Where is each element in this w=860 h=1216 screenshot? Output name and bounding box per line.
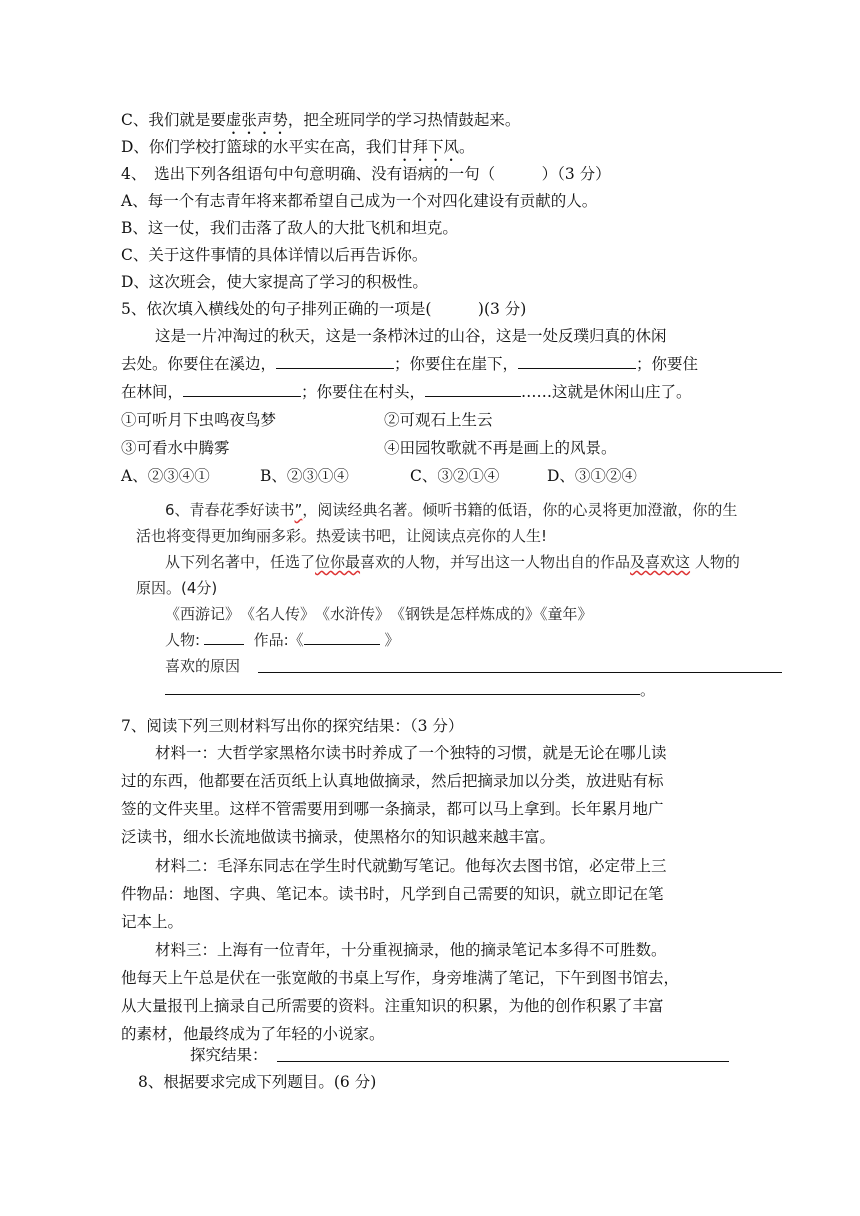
q5-choice-a: A、②③④① <box>121 467 210 485</box>
material-line: 材料二：毛泽东同志在学生时代就勤写笔记。他每次去图书馆，必定带上三 <box>155 857 667 875</box>
fill-blank[interactable] <box>183 382 301 397</box>
q5-choice-b: B、②③①④ <box>260 467 349 485</box>
material-line: 的素材，他最终成为了年轻的小说家。 <box>121 1025 385 1043</box>
q5-choice-c: C、③②①④ <box>410 467 500 485</box>
q5-item: ③可看水中腾雾 <box>121 439 230 457</box>
fill-blank[interactable] <box>276 354 394 369</box>
material-line: 签的文件夹里。这样不管需要用到哪一条摘录，都可以马上拿到。长年累月地广 <box>121 800 664 818</box>
fill-blank[interactable] <box>425 382 521 397</box>
q7-result-label: 探究结果： <box>190 1046 268 1064</box>
work-blank[interactable] <box>304 630 380 645</box>
q5-choice-d: D、③①②④ <box>547 467 637 485</box>
q5-item: ④田园牧歌就不再是画上的风景。 <box>384 439 617 457</box>
material-line: 他每天上午总是伏在一张宽敞的书桌上写作，身旁堆满了笔记，下午到图书馆去， <box>121 969 680 987</box>
q7-stem: 7、阅读下列三则材料写出你的探究结果：（3 分） <box>121 717 464 735</box>
q6-book-list: 《西游记》 《名人传》 《水浒传》 《钢铁是怎样炼成的》《童年》 <box>165 605 593 623</box>
q4-option-a: A、每一个有志青年将来都希望自己成为一个对四化建设有贡献的人。 <box>121 192 598 210</box>
q5-stem: 5、依次填入横线处的句子排列正确的一项是( )(3 分) <box>121 300 527 318</box>
q6-instruction-line: 从下列名著中，任选了位你最喜欢的人物，并写出这一人物出自的作品及喜欢这 人物的 <box>165 553 740 571</box>
fill-blank[interactable] <box>518 354 636 369</box>
q4-option-b: B、这一仗，我们击落了敌人的大批飞机和坦克。 <box>121 219 458 237</box>
q4-option-c: C、关于这件事情的具体详情以后再告诉你。 <box>121 246 428 264</box>
q6-instruction-line: 原因。(4分) <box>136 579 218 597</box>
q4-option-d: D、这次班会，使大家提高了学习的积极性。 <box>121 273 428 291</box>
q6-answer-line: 人物: 作品:《 》 <box>165 631 400 649</box>
reason-answer-line[interactable] <box>165 694 640 695</box>
material-line: 材料三：上海有一位青年，十分重视摘录，他的摘录笔记本多得不可胜数。 <box>155 941 667 959</box>
material-line: 从大量报刊上摘录自己所需要的资料。注重知识的积累，为他的创作积累了丰富 <box>121 997 664 1015</box>
q8-stem: 8、根据要求完成下列题目。(6 分) <box>138 1073 377 1091</box>
material-line: 材料一：大哲学家黑格尔读书时养成了一个独特的习惯，就是无论在哪儿读 <box>155 744 667 762</box>
reason-answer-line[interactable] <box>258 672 782 673</box>
emphasized-phrase: 甘拜下风 <box>396 138 459 156</box>
q3-option-c: C、我们就是要虚张声势，把全班同学的学习热情鼓起来。 <box>121 111 521 129</box>
q6-intro-line: 6、青春花季好读书”，阅读经典名著。倾听书籍的低语，你的心灵将更加澄澈，你的生 <box>165 501 738 519</box>
person-blank[interactable] <box>204 630 244 645</box>
q5-paragraph-line: 在林间， ；你要住在村头， ……这就是休闲山庄了。 <box>121 383 692 401</box>
emphasized-phrase: 虚张声势 <box>225 111 288 129</box>
q3-option-d: D、你们学校打篮球的水平实在高，我们甘拜下风。 <box>121 138 475 156</box>
q5-paragraph-line: 去处。你要住在溪边， ；你要住在崖下， ；你要住 <box>121 355 699 373</box>
result-answer-line[interactable] <box>277 1061 729 1062</box>
q6-intro-line: 活也将变得更加绚丽多彩。热爱读书吧，让阅读点亮你的人生! <box>136 527 548 545</box>
q6-end-mark: 。 <box>640 681 656 699</box>
q4-stem: 4、 选出下列各组语句中句意明确、没有语病的一句（ ）（3 分） <box>121 165 611 183</box>
material-line: 件物品：地图、字典、笔记本。读书时，凡学到自己需要的知识，就立即记在笔 <box>121 885 664 903</box>
q5-item: ①可听月下虫鸣夜鸟梦 <box>121 411 277 429</box>
material-line: 泛读书，细水长流地做读书摘录，使黑格尔的知识越来越丰富。 <box>121 828 556 846</box>
q5-paragraph-line: 这是一片冲淘过的秋天，这是一条栉沐过的山谷，这是一处反璞归真的休闲 <box>155 327 667 345</box>
q6-reason-label: 喜欢的原因 <box>165 657 241 675</box>
material-line: 记本上。 <box>121 913 184 931</box>
q5-item: ②可观石上生云 <box>384 411 493 429</box>
material-line: 过的东西，他都要在活页纸上认真地做摘录，然后把摘录加以分类，放进贴有标 <box>121 772 664 790</box>
